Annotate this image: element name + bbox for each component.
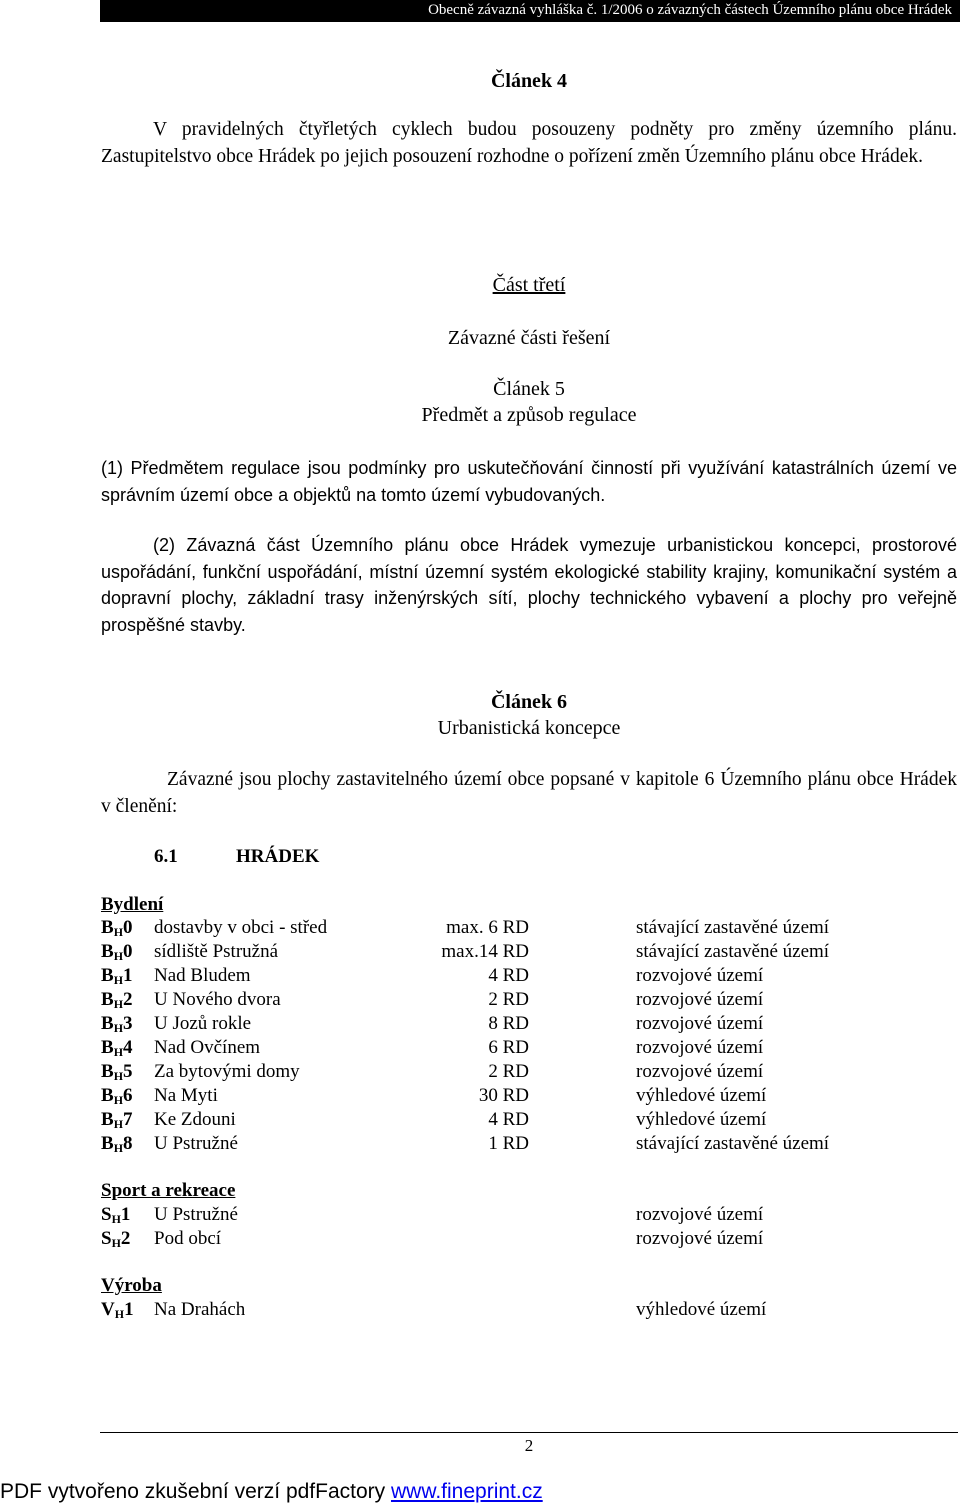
bydleni-row-type: stávající zastavěné území <box>636 917 830 938</box>
code-letter: S <box>101 1204 112 1225</box>
code-subscript: H <box>113 1117 124 1131</box>
bydleni-row-name: U Jozů rokle <box>154 1013 252 1034</box>
code-subscript: H <box>113 973 124 987</box>
bydleni-row-capacity: 2 RD <box>488 989 529 1010</box>
section-title: HRÁDEK <box>236 846 320 867</box>
bydleni-row-capacity: max. 6 RD <box>446 917 529 938</box>
code-number: 4 <box>123 1037 133 1058</box>
code-subscript: H <box>113 1141 124 1155</box>
bydleni-row-type: rozvojové území <box>636 1013 764 1034</box>
code-number: 2 <box>123 989 133 1010</box>
bydleni-title: Bydlení <box>101 894 164 915</box>
code-letter: B <box>101 1013 114 1034</box>
footer-divider <box>100 1432 958 1433</box>
code-subscript: H <box>113 997 124 1011</box>
code-number: 0 <box>123 917 133 938</box>
running-header-title: Obecně závazná vyhláška č. 1/2006 o závazných částech Územního plánu obce Hrádek <box>428 2 952 18</box>
clanek5-paragraph-2: (2) Závazná část Územního plánu obce Hrádek vymezuje urbanistickou koncepci, prostorové uspořádání, funkční uspořádání, místní územní systém ekologické stability krajiny, komunikační systém a dopravní plochy, základní trasy inženýrských sítí, plochy technického vybavení a plochy pro veřejně prospěšné stavby. <box>101 535 957 635</box>
code-number: 5 <box>123 1061 133 1082</box>
bydleni-row-type: rozvojové území <box>636 1061 764 1082</box>
pdf-notice: PDF vytvořeno zkušební verzí pdfFactory <box>0 1480 391 1503</box>
bydleni-row-type: stávající zastavěné území <box>636 1133 830 1154</box>
bydleni-row-name: sídliště Pstružná <box>154 941 279 962</box>
code-subscript: H <box>113 1021 124 1035</box>
sport-row-name: Pod obcí <box>154 1228 222 1249</box>
part3-title: Část třetí <box>492 274 566 296</box>
clanek4-heading: Článek 4 <box>490 70 568 92</box>
code-subscript: H <box>113 949 124 963</box>
bydleni-row-name: Nad Bludem <box>154 965 251 986</box>
bydleni-row-capacity: max.14 RD <box>441 941 529 962</box>
bydleni-row-type: rozvojové území <box>636 965 764 986</box>
code-letter: B <box>101 917 114 938</box>
code-letter: B <box>101 941 114 962</box>
bydleni-row-capacity: 4 RD <box>488 1109 529 1130</box>
fineprint-link[interactable]: www.fineprint.cz <box>390 1480 543 1503</box>
code-number: 3 <box>123 1013 133 1034</box>
code-letter: B <box>101 965 114 986</box>
code-number: 2 <box>120 1228 131 1249</box>
code-subscript: H <box>113 925 124 939</box>
vyroba-row-name: Na Drahách <box>154 1299 246 1320</box>
code-number: 7 <box>123 1109 133 1130</box>
code-number: 1 <box>120 1204 131 1225</box>
bydleni-row-name: Na Myti <box>154 1085 218 1106</box>
clanek6-subtitle: Urbanistická koncepce <box>437 717 621 739</box>
code-letter: V <box>101 1299 115 1320</box>
sport-row-code <box>101 1227 130 1255</box>
bydleni-row-capacity: 4 RD <box>488 965 529 986</box>
bydleni-row-name: U Nového dvora <box>154 989 281 1010</box>
bydleni-row-type: rozvojové území <box>636 989 764 1010</box>
code-number: 0 <box>123 941 133 962</box>
bydleni-row-name: Ke Zdouni <box>154 1109 236 1130</box>
bydleni-row-code <box>101 1132 133 1160</box>
code-letter: B <box>101 1037 114 1058</box>
bydleni-row-type: výhledové území <box>636 1085 767 1106</box>
vyroba-title: Výroba <box>101 1275 162 1296</box>
bydleni-row-capacity: 1 RD <box>488 1133 529 1154</box>
sport-row-type: rozvojové území <box>636 1204 764 1225</box>
code-letter: B <box>101 1061 114 1082</box>
page-number: 2 <box>524 1436 534 1455</box>
code-subscript: H <box>111 1236 121 1250</box>
code-letter: S <box>101 1228 112 1249</box>
bydleni-row-name: dostavby v obci - střed <box>154 917 328 938</box>
code-subscript: H <box>113 1093 124 1107</box>
clanek6-heading: Článek 6 <box>490 691 568 713</box>
clanek4-text: V pravidelných čtyřletých cyklech budou posouzeny podněty pro změny územního plánu. Zastupitelstvo obce Hrádek po jejich posouzení rozhodne o pořízení změn Územního plánu obce Hrádek. <box>101 119 957 167</box>
part3-subtitle: Závazné části řešení <box>447 327 611 349</box>
code-number: 8 <box>123 1133 133 1154</box>
code-number: 6 <box>123 1085 133 1106</box>
code-subscript: H <box>113 1045 124 1059</box>
bydleni-row-capacity: 8 RD <box>488 1013 529 1034</box>
code-subscript: H <box>113 1069 124 1083</box>
bydleni-row-name: U Pstružné <box>154 1133 238 1154</box>
running-header <box>100 0 960 22</box>
bydleni-row-capacity: 6 RD <box>488 1037 529 1058</box>
bydleni-row-capacity: 30 RD <box>478 1085 529 1106</box>
code-subscript: H <box>111 1212 121 1226</box>
sport-row-type: rozvojové území <box>636 1228 764 1249</box>
bydleni-row-capacity: 2 RD <box>488 1061 529 1082</box>
clanek6-intro: Závazné jsou plochy zastavitelného území obce popsané v kapitole 6 Územního plánu obce Hrádek v členění: <box>101 769 957 817</box>
clanek5-heading: Článek 5 <box>493 378 565 400</box>
bydleni-row-name: Za bytovými domy <box>154 1061 300 1082</box>
section-number: 6.1 <box>154 846 178 867</box>
pdf-watermark <box>0 1480 543 1504</box>
bydleni-row-type: rozvojové území <box>636 1037 764 1058</box>
code-number: 1 <box>124 1299 134 1320</box>
clanek5-subtitle: Předmět a způsob regulace <box>421 404 637 426</box>
vyroba-row-type: výhledové území <box>636 1299 767 1320</box>
bydleni-row-name: Nad Ovčínem <box>154 1037 261 1058</box>
sport-title: Sport a rekreace <box>101 1180 236 1201</box>
vyroba-row-code <box>101 1298 134 1326</box>
bydleni-row-type: výhledové území <box>636 1109 767 1130</box>
code-letter: B <box>101 1133 114 1154</box>
sport-row-name: U Pstružné <box>154 1204 238 1225</box>
code-number: 1 <box>123 965 133 986</box>
code-letter: B <box>101 989 114 1010</box>
code-letter: B <box>101 1085 114 1106</box>
bydleni-row-type: stávající zastavěné území <box>636 941 830 962</box>
clanek5-paragraph-1: (1) Předmětem regulace jsou podmínky pro uskutečňování činností při využívání katastrálních území ve správním území obce a objektů na tomto území vybudovaných. <box>101 458 957 505</box>
code-letter: B <box>101 1109 114 1130</box>
code-subscript: H <box>114 1307 125 1321</box>
